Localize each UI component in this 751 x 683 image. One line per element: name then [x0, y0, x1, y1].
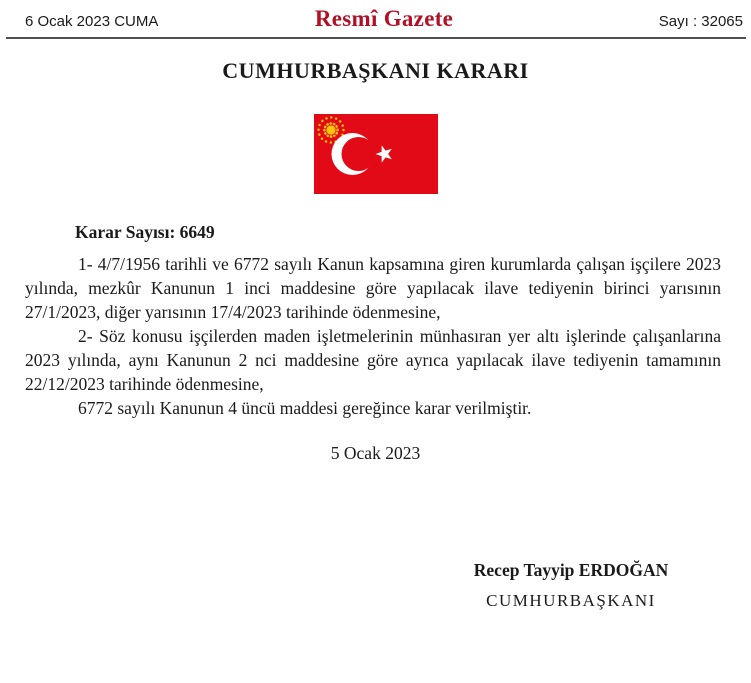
- decision-date: 5 Ocak 2023: [330, 443, 421, 463]
- decision-paragraph-1: 1- 4/7/1956 tarihli ve 6772 sayılı Kanun kapsamına giren kurumlarda çalışan işçilere 2023 yılında, mezkûr Kanunun 1 inci maddesine göre yapılacak ilave tediyenin birinci yarısının 27/1/2023, diğer yarısının 17/4/2023 tarihinde ödenmesine,: [25, 254, 721, 322]
- decision-body: [0, 220, 751, 420]
- document-title: CUMHURBAŞKANI KARARI: [222, 58, 529, 83]
- turkish-presidential-flag-image: [314, 114, 438, 194]
- gazette-title: Resmî Gazete: [314, 6, 454, 31]
- issue-date: 6 Ocak 2023 CUMA: [25, 13, 159, 30]
- masthead: [0, 0, 751, 32]
- decision-paragraph-3: 6772 sayılı Kanunun 4 üncü maddesi gereğince karar verilmiştir.: [78, 398, 532, 418]
- masthead-divider: [6, 37, 746, 39]
- decision-paragraph-2: 2- Söz konusu işçilerden maden işletmelerinin münhasıran yer altı işlerinde çalışanlarına 2023 yılında, aynı Kanunun 2 nci maddesine göre ayrıca yapılacak ilave tediyenin tamamının 22/12/2023 tarihinde ödenmesine,: [25, 326, 721, 394]
- decision-number: Karar Sayısı: 6649: [75, 222, 215, 242]
- signatory-title: CUMHURBAŞKANI: [486, 591, 656, 610]
- issue-number: Sayı : 32065: [658, 13, 743, 30]
- signature-block: [421, 560, 721, 611]
- signatory-name: Recep Tayyip ERDOĞAN: [473, 560, 669, 580]
